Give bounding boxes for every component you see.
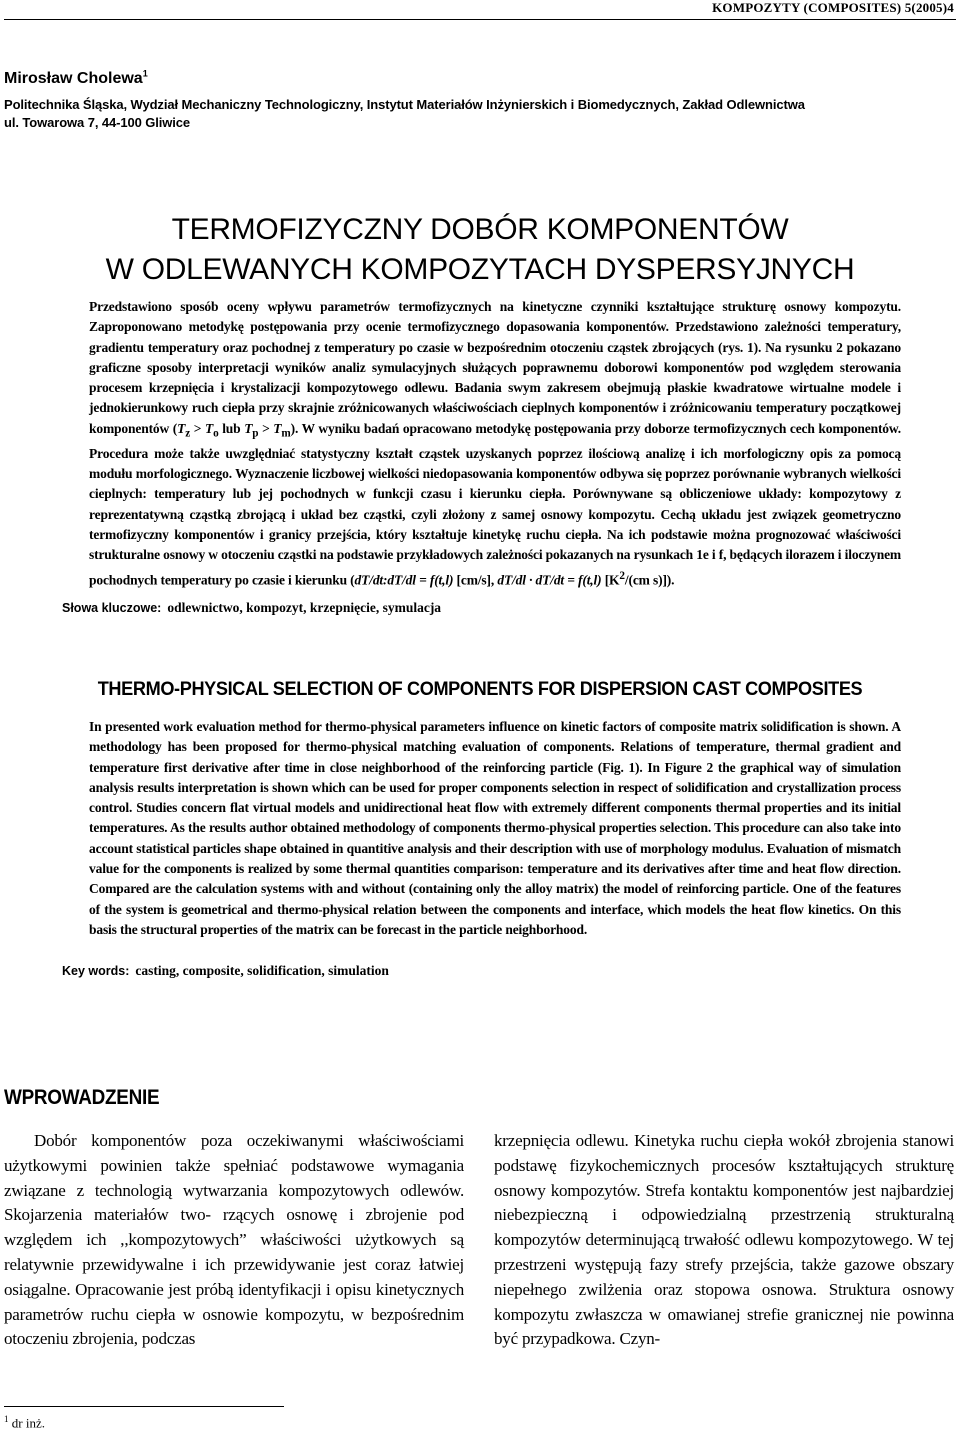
polish-keywords [62,600,441,616]
keywords-label: Słowa kluczowe: [62,601,162,615]
polish-title-line-1: TERMOFIZYCZNY DOBÓR KOMPONENTÓW [171,213,789,246]
footnote-mark: 1 [4,1414,9,1424]
symbol-sub: m [281,427,291,440]
abstract-text: > [258,420,274,436]
body-column-left: Dobór komponentów poza oczekiwanymi właściwościami użytkowymi powinien także spełniać podstawowe wymagania związane z technologią wytwarzania kompozytowych odlewów. Skojarzenia materiałów two- rzących osnowę i zbrojenie pod względem ich ,,kompozytowych” właściwości użytkowych są relatywnie przewidywalne i ich przewidywanie jest coraz łatwiej osiągalne. Opracowanie jest próbą identyfikacji i opisu kinetycznych parametrów ruchu ciepła w osnowie kompozytu, w bezpośrednim otoczeniu zbrojenia, podczas [4,1131,464,1349]
polish-title-line-2: W ODLEWANYCH KOMPOZYTACH DYSPERSYJNYCH [105,253,855,286]
unit-exponent: 2 [619,569,625,582]
symbol-t: T [273,420,282,436]
author-footnote-mark: 1 [142,68,148,79]
keywords-text: odlewnictwo, kompozyt, krzepnięcie, symulacja [167,600,442,615]
formula: dT/dt:dT/dl = f(t,l) [354,572,454,588]
author-name [4,70,148,88]
abstract-text: ). W wyniku badań opracowano metodykę postępowania przy doborze termofizycznych cech komponentów. Procedura może także uwzględniać statystyczny kształt cząstek uzyskanych poprzez ilościową analizę i ich morfologiczny opis za pomocą modułu morfologicznego. Wyznaczenie liczbowej wielkości niedopasowania komponentów odbywa się poprzez porównanie wybranych wielkości cieplnych: temperatury lub jej pochodnych w funkcji czasu i kierunku ciepła. Porównywane są obliczeniowe układy: kompozytowy z reprezentatywną cząstką zbrojącą i układ bez cząstki, czyli złożony z samej osnowy kompozytu. Cechą układu jest związek geometryczno termofizyczny komponentów i granicy przejścia, który kształtuje kinetykę ruchu ciepła. Na ich podstawie można prognozować właściwości strukturalne osnowy w otoczeniu cząstki na podstawie przykładowych zależności pokazanych na rysunkach 1e i f, będących ilorazem i iloczynem pochodnych temperatury po czasie i kierunku ( [89,420,902,588]
english-abstract: In presented work evaluation method for thermo-physical parameters influence on kinetic factors of composite matrix solidification is shown. A methodology has been proposed for thermo-physical matching evaluation of components. Relations of temperature, thermal gradient and temperature first derivative after time in close neighborhood of the reinforcing particle (Fig. 1). In Figure 2 the graphical way of simulation analysis results interpretation is shown which can be used for proper components selection in respect of solidification and crystallization process control. Studies concern flat virtual models and unidirectional heat flow with extremely different components thermal properties and its initial temperatures. As the results author obtained methodology of components thermo-physical properties selection. This procedure can also take into account statistical particles shape obtained in quantitive analysis and their description with use of morphology modulus. Evaluation of mismatch value for the components is realized by some thermal quantities comparison: temperature and its derivatives after time and heat flow direction. Compared are the calculation systems with and without (containing only the alloy matrix) the model of reinforcing particle. One of the features of the system is geometrical and thermo-physical relation between the components and interface, which models the heat flow kinetics. On this basis the structural properties of the matrix can be forecast in the particle neighborhood. [89,719,901,937]
footnote [4,1414,45,1431]
symbol-t: T [177,420,186,436]
polish-abstract [89,297,901,590]
polish-title [0,210,960,290]
symbol-sub: p [252,427,259,440]
affiliation-line-2: ul. Towarowa 7, 44-100 Gliwice [4,115,191,130]
abstract-text: [K [601,572,620,588]
abstract-text: lub [218,420,245,436]
symbol-sub: o [213,427,219,440]
formula: dT/dl · dT/dt = f(t,l) [497,572,602,588]
author-name-text: Mirosław Cholewa [4,70,143,87]
footnote-text: dr inż. [8,1415,45,1431]
symbol-t: T [244,420,253,436]
keywords-text: casting, composite, solidification, simulation [135,963,389,978]
english-keywords [62,963,389,979]
footnote-rule [4,1406,284,1407]
header-rule [4,19,956,20]
abstract-text: /(cm s)]). [624,572,675,588]
affiliation [4,96,904,132]
symbol-t: T [204,420,214,436]
affiliation-line-1: Politechnika Śląska, Wydział Mechaniczny Technologiczny, Instytut Materiałów Inżynierskich i Biomedycznych, Zakład Odlewnictwa [4,97,805,112]
abstract-text: > [190,420,205,436]
keywords-label: Key words: [62,964,130,978]
abstract-text: Przedstawiono sposób oceny wpływu parametrów termofizycznych na kinetyczne czynniki kształtujące strukturę osnowy kompozytu. Zaproponowano metodykę postępowania przy ocenie termofizycznego dopasowania komponentów. Przedstawiono zależności temperatury, gradientu temperatury oraz pochodnej z temperatury po czasie w bezpośrednim otoczeniu cząstek zbrojących (rys. 1). Na rysunku 2 pokazano graficzne sposoby interpretacji wyników analiz symulacyjnych służących poprawnemu doborowi komponentów pod względem sterowania procesem krzepnięcia i krystalizacji kompozytowego odlewu. Badania swym zakresem obejmują płaskie kwadratowe wirtualne modele i jednokierunkowy ruch ciepła przy skrajnie zróżnicowanych właściwościach cieplnych komponentów i zróżnicowaniu temperatury początkowej komponentów ( [89,299,901,436]
journal-header: KOMPOZYTY (COMPOSITES) 5(2005)4 [712,0,954,15]
symbol-sub: z [185,427,191,440]
abstract-text: [cm/s], [453,572,498,588]
body-column-right: krzepnięcia odlewu. Kinetyka ruchu ciepła wokół zbrojenia stanowi podstawę fizykochemicznych procesów kształtujących strukturę osnowy kompozytów. Strefa kontaktu komponentów jest najbardziej niebezpieczną i odpowiedzialną przestrzenią strukturalną kompozytów determinującą trwałość odlewu kompozytowego. W tej przestrzeni występują fazy strefy przejścia, także gazowe obszary niepełnego zwilżenia oraz stopowa osnowa. Struktura osnowy kompozytu zwłaszcza w omawianej strefie granicznej nie powinna być przypadkowa. Czyn- [494,1131,954,1349]
english-title: THERMO-PHYSICAL SELECTION OF COMPONENTS FOR DISPERSION CAST COMPOSITES [97,678,863,700]
section-heading: WPROWADZENIE [4,1086,160,1109]
